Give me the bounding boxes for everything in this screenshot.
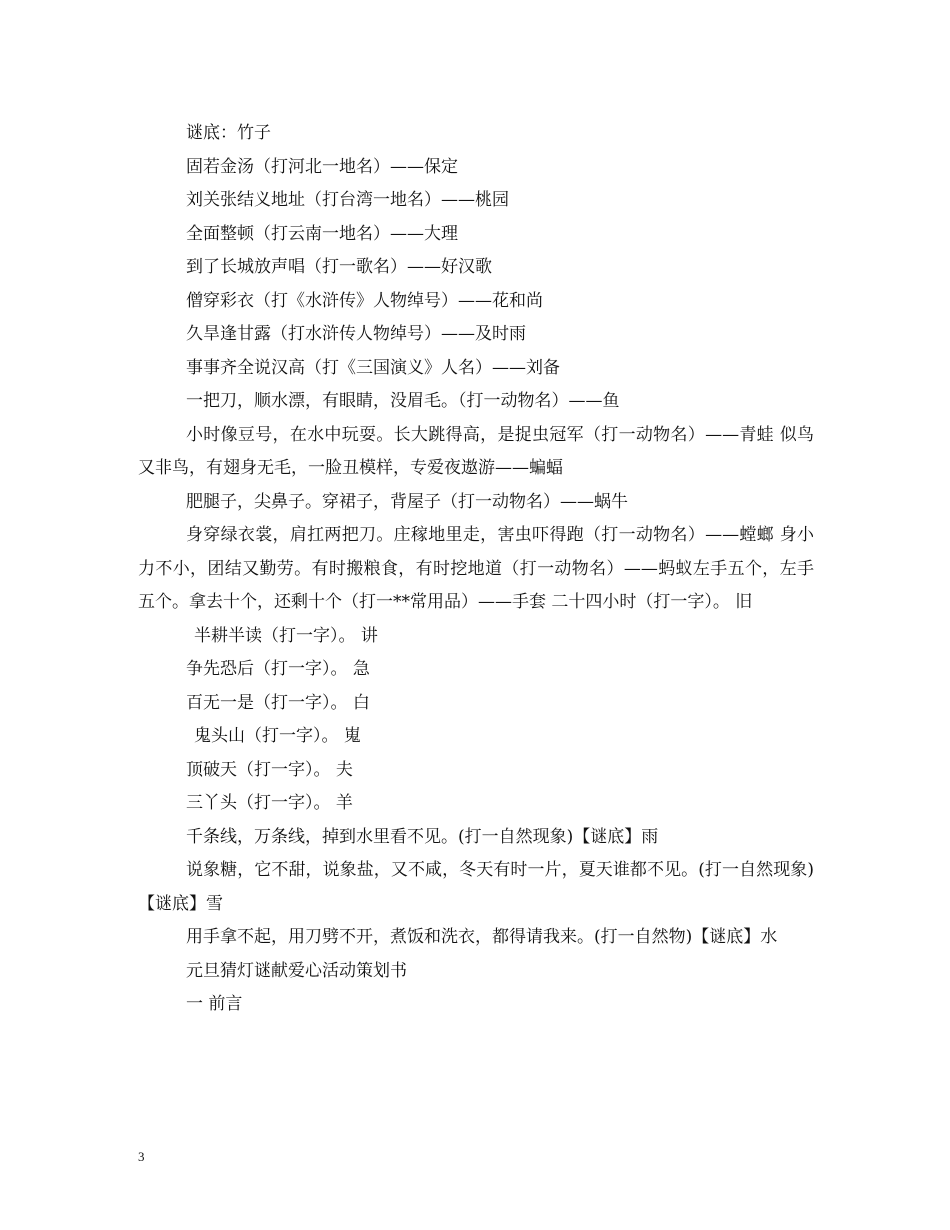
paragraph: 刘关张结义地址（打台湾一地名）——桃园 [186, 190, 509, 210]
paragraph: 用手拿不起，用刀劈不开，煮饭和洗衣，都得请我来。(打一自然物)【谜底】水 [186, 927, 778, 947]
paragraph: 僧穿彩衣（打《水浒传》人物绰号）——花和尚 [186, 290, 543, 311]
document-body [138, 117, 814, 1022]
paragraph: 一 前言 [186, 994, 243, 1014]
paragraph: 半耕半读（打一字）。 讲 [194, 625, 378, 646]
paragraph: 固若金汤（打河北一地名）——保定 [186, 156, 458, 177]
paragraph: 肥腿子，尖鼻子。穿裙子，背屋子（打一动物名）——蜗牛 [186, 491, 628, 512]
paragraph: 争先恐后（打一字）。 急 [186, 659, 370, 679]
paragraph: 元旦猜灯谜献爱心活动策划书 [186, 960, 407, 981]
page-number: 3 [138, 1149, 145, 1164]
paragraph: 顶破天（打一字）。 夫 [186, 759, 353, 780]
paragraph: 身穿绿衣裳，肩扛两把刀。庄稼地里走，害虫吓得跑（打一动物名）——螳螂 身小力不小，团结又勤劳。有时搬粮食，有时挖地道（打一动物名）——蚂蚁左手五个，左手五个。拿去十个，还剩十个（打一**常用品）——手套 二十四小时（打一字）。 旧 [138, 525, 814, 612]
paragraph: 百无一是（打一字）。 白 [186, 692, 370, 713]
paragraph: 一把刀，顺水漂，有眼睛，没眉毛。（打一动物名）——鱼 [186, 391, 620, 411]
paragraph: 三丫头（打一字）。 羊 [186, 793, 353, 813]
paragraph: 小时像豆号，在水中玩耍。长大跳得高，是捉虫冠军（打一动物名）——青蛙 似鸟又非鸟，有翅身无毛，一脸丑模样，专爱夜遨游——蝙蝠 [138, 424, 814, 478]
paragraph: 到了长城放声唱（打一歌名）——好汉歌 [186, 257, 492, 277]
paragraph: 久旱逢甘露（打水浒传人物绰号）——及时雨 [186, 324, 526, 344]
paragraph: 鬼头山（打一字）。 嵬 [194, 726, 361, 746]
paragraph: 千条线，万条线，掉到水里看不见。(打一自然现象)【谜底】雨 [186, 826, 659, 847]
paragraph: 事事齐全说汉高（打《三国演义》人名）——刘备 [186, 357, 560, 378]
paragraph: 全面整顿（打云南一地名）——大理 [186, 223, 458, 244]
paragraph: 说象糖，它不甜，说象盐，又不咸，冬天有时一片，夏天谁都不见。(打一自然现象)【谜底】雪 [138, 860, 814, 914]
paragraph: 谜底：竹子 [186, 123, 271, 143]
